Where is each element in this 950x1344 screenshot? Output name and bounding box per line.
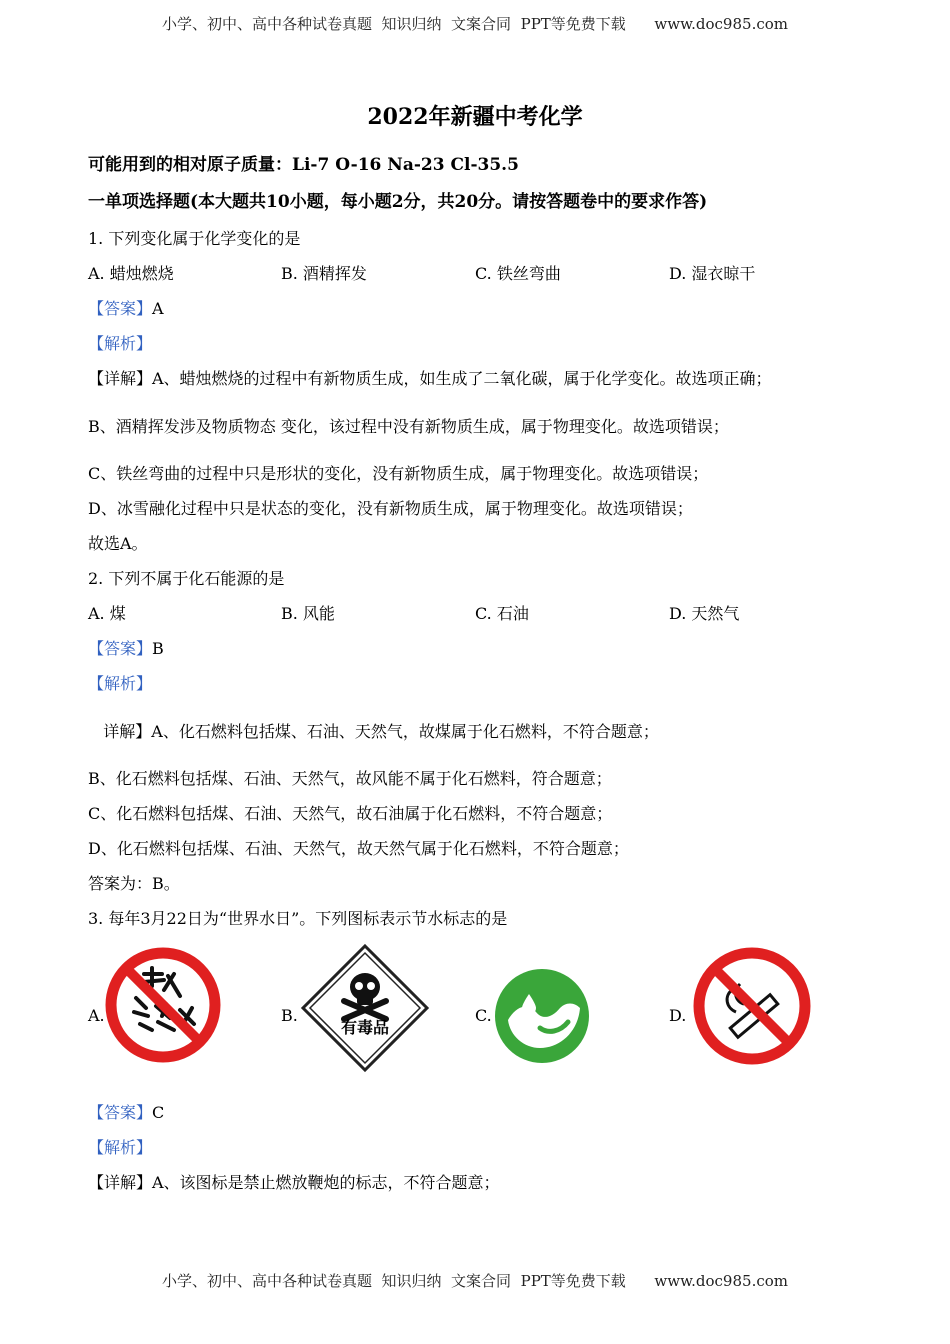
q1-detail: C、铁丝弯曲的过程中只是形状的变化，没有新物质生成，属于物理变化。故选项错误； <box>88 464 709 483</box>
section-heading: 一单项选择题(本大题共10小题，每小题2分，共20分。请按答题卷中的要求作答) <box>88 192 708 212</box>
q1-analysis-tag: 【解析】 <box>88 334 153 353</box>
q1-answer <box>88 299 164 319</box>
answer-value: A <box>152 299 164 318</box>
answer-tag: 【答案】 <box>88 299 153 318</box>
answer-tag: 【答案】 <box>88 1103 153 1122</box>
page-header: 小学、初中、高中各种试卷真题 知识归纳 文案合同 PPT等免费下载 www.doc985.com <box>161 15 788 33</box>
q2-option-a: A. 煤 <box>88 604 126 623</box>
q2-detail: 答案为：B。 <box>88 874 180 893</box>
q1-detail: B、酒精挥发涉及物质物态 变化，该过程中没有新物质生成，属于物理变化。故选项错误； <box>88 417 729 436</box>
q2-detail: D、化石燃料包括煤、石油、天然气，故天然气属于化石燃料，不符合题意； <box>88 839 629 858</box>
answer-tag: 【答案】 <box>88 639 153 658</box>
q2-detail: C、化石燃料包括煤、石油、天然气，故石油属于化石燃料，不符合题意； <box>88 804 613 823</box>
q1-stem: 1. 下列变化属于化学变化的是 <box>88 229 301 248</box>
q3-option-d-label: D. <box>669 1006 687 1025</box>
q2-answer <box>88 639 164 659</box>
q3-analysis-tag: 【解析】 <box>88 1138 153 1157</box>
q1-detail: D、冰雪融化过程中只是状态的变化，没有新物质生成，属于物理变化。故选项错误； <box>88 499 693 518</box>
q1-detail: 【详解】A、蜡烛燃烧的过程中有新物质生成，如生成了二氧化碳，属于化学变化。故选项正确； <box>88 369 772 388</box>
toxic-substance-icon <box>300 943 430 1073</box>
page-title: 2022年新疆中考化学 <box>367 104 583 130</box>
toxic-label: 有毒品 <box>340 1018 389 1037</box>
q3-detail: 【详解】A、该图标是禁止燃放鞭炮的标志，不符合题意； <box>88 1173 500 1192</box>
q1-detail: 故选A。 <box>88 534 148 553</box>
page-footer: 小学、初中、高中各种试卷真题 知识归纳 文案合同 PPT等免费下载 www.doc985.com <box>161 1272 788 1290</box>
q1-option-a: A. 蜡烛燃烧 <box>88 264 174 283</box>
water-saving-icon <box>494 968 590 1064</box>
q3-stem: 3. 每年3月22日为“世界水日”。下列图标表示节水标志的是 <box>88 909 508 928</box>
answer-value: C <box>152 1103 165 1122</box>
q3-option-a-label: A. <box>88 1006 105 1025</box>
q2-stem: 2. 下列不属于化石能源的是 <box>88 569 285 588</box>
q1-option-d: D. 湿衣晾干 <box>669 264 756 283</box>
q2-option-d: D. 天然气 <box>669 604 740 623</box>
q3-option-c-label: C. <box>475 1006 492 1025</box>
q1-option-b: B. 酒精挥发 <box>281 264 367 283</box>
q3-option-b-label: B. <box>281 1006 298 1025</box>
no-smoking-icon <box>692 946 812 1066</box>
q2-detail: 详解】A、化石燃料包括煤、石油、天然气，故煤属于化石燃料，不符合题意； <box>88 722 659 741</box>
q2-option-b: B. 风能 <box>281 604 335 623</box>
q2-option-c: C. 石油 <box>475 604 529 623</box>
q2-analysis-tag: 【解析】 <box>88 674 153 693</box>
q2-detail: B、化石燃料包括煤、石油、天然气，故风能不属于化石燃料，符合题意； <box>88 769 612 788</box>
atomic-mass-line: 可能用到的相对原子质量：Li-7 O-16 Na-23 Cl-35.5 <box>88 155 519 175</box>
q3-answer <box>88 1103 164 1123</box>
q1-option-c: C. 铁丝弯曲 <box>475 264 561 283</box>
answer-value: B <box>152 639 164 658</box>
no-firecrackers-icon <box>104 946 222 1064</box>
